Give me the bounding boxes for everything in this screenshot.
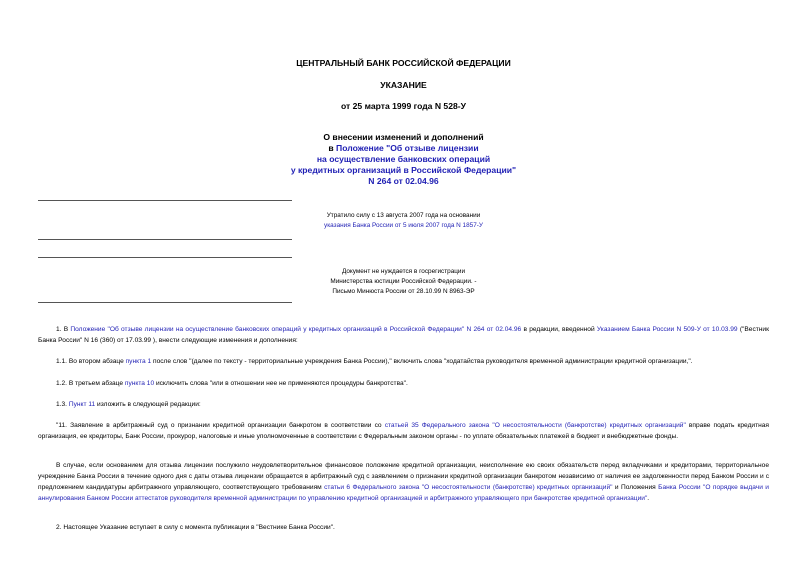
paragraph-1: 1. В Положение "Об отзыве лицензии на осуществление банковских операций у кредитных организаций в Российской Федерации" N 264 от 02.04.96 в редакции, введенной Указанием Банка России N 509-У от 10.03.99 ("Вестник Банка России" N 16 (360) от 17.03.99 ), внести следующие изменения и дополнения: [38, 326, 769, 344]
subject-line-5[interactable]: N 264 от 02.04.96 [368, 176, 439, 186]
registration-note [0, 267, 807, 297]
registration-line-1: Документ не нуждается в госрегистрации [341, 268, 466, 275]
bank-name: ЦЕНТРАЛЬНЫЙ БАНК РОССИЙСКОЙ ФЕДЕРАЦИИ [296, 58, 511, 68]
divider [38, 257, 292, 258]
paragraph-1-1: 1.1. Во втором абзаце пункта 1 после слов "(далее по тексту - территориальные учреждения Банка России)," включить слова "ходатайства руководителя временной администрации кредитной организации,". [56, 358, 693, 365]
subject-line-3[interactable]: на осуществление банковских операций [316, 154, 491, 164]
registration-line-2: Министерства юстиции Российской Федерации. - [330, 278, 477, 285]
quote-paragraph-1: "11. Заявление в арбитражный суд о признании кредитной организации банкротом в соответствии со статьей 35 Федерального закона "О несостоятельности (банкротстве) кредитных организаций" вправе подать кредитная организация, ее кредиторы, Банк России, прокурор, налоговые и иные уполномоченные в соответствии с Федеральным законом органы - по уплате обязательных платежей в бюджет и внебюджетные фонды. [38, 422, 769, 440]
lost-force-text: Утратило силу с 13 августа 2007 года на основании [326, 212, 481, 219]
status-note [0, 211, 807, 231]
registration-line-3: Письмо Минюста России от 28.10.99 N 8963-ЭР [332, 288, 475, 295]
subject-line-2: в Положение "Об отзыве лицензии [328, 143, 479, 153]
item-11-link[interactable]: Пункт 11 [68, 401, 96, 408]
document-date: от 25 марта 1999 года N 528-У [341, 101, 466, 111]
item-10-link[interactable]: пункта 10 [124, 380, 155, 387]
divider [38, 302, 292, 303]
divider [38, 200, 292, 201]
article-35-link[interactable]: статьей 35 Федерального закона "О несостоятельности (банкротстве) кредитных организаций" [384, 422, 686, 429]
document-subject [0, 132, 807, 187]
item-1-link[interactable]: пункта 1 [125, 358, 152, 365]
quote-paragraph-2: В случае, если основанием для отзыва лицензии послужило неудовлетворительное финансовое положение кредитной организации, неисполнение ею своих обязательств перед вкладчиками и кредиторами, территориальное учреждение Банка России в течение одного дня с даты отзыва лицензии обращается в арбитражный суд с заявлением о признании кредитной организации банкротом независимо от наличия ее задолженности перед Банком России и с предложением кандидатуры арбитражного управляющего, соответствующего требованиям статьи 6 Федерального закона "О несостоятельности (банкротстве) кредитных организаций" и Положения Банка России "О порядке выдачи и аннулирования Банком России аттестатов руководителя временной администрации по управлению кредитной организацией и арбитражного управляющего при банкротстве кредитной организации". [38, 462, 769, 502]
paragraph-1-2: 1.2. В третьем абзаце пункта 10 исключить слова "или в отношении нее не применяются процедуры банкротства". [56, 380, 408, 387]
document-type: УКАЗАНИЕ [380, 80, 427, 90]
instruction-509-link[interactable]: Указанием Банка России N 509-У от 10.03.99 [596, 326, 738, 333]
article-6-link[interactable]: статьи 6 Федерального закона "О несостоятельности (банкротстве) кредитных организаций" [324, 484, 613, 491]
subject-line-4[interactable]: у кредитных организаций в Российской Федерации" [290, 165, 517, 175]
regulation-link[interactable]: Положение "Об отзыве лицензии [336, 143, 479, 153]
paragraph-1-3: 1.3. Пункт 11 изложить в следующей редакции: [56, 401, 201, 408]
regulation-264-link[interactable]: Положение "Об отзыве лицензии на осуществление банковских операций у кредитных организаций в Российской Федерации" N 264 от 02.04.96 [70, 326, 522, 333]
lost-force-link[interactable]: указания Банка России от 5 июля 2007 года N 1857-У [324, 222, 483, 229]
paragraph-2: 2. Настоящее Указание вступает в силу с момента публикации в "Вестнике Банка России". [56, 524, 335, 531]
bank-regulation-link[interactable]: Банка России "О порядке выдачи и аннулирования Банком России аттестатов руководителя временной администрации по управлению кредитной организацией и арбитражного управляющего при банкротстве кредитной организации" [38, 484, 769, 502]
subject-line-1: О внесении изменений и дополнений [323, 132, 484, 142]
divider [38, 239, 292, 240]
